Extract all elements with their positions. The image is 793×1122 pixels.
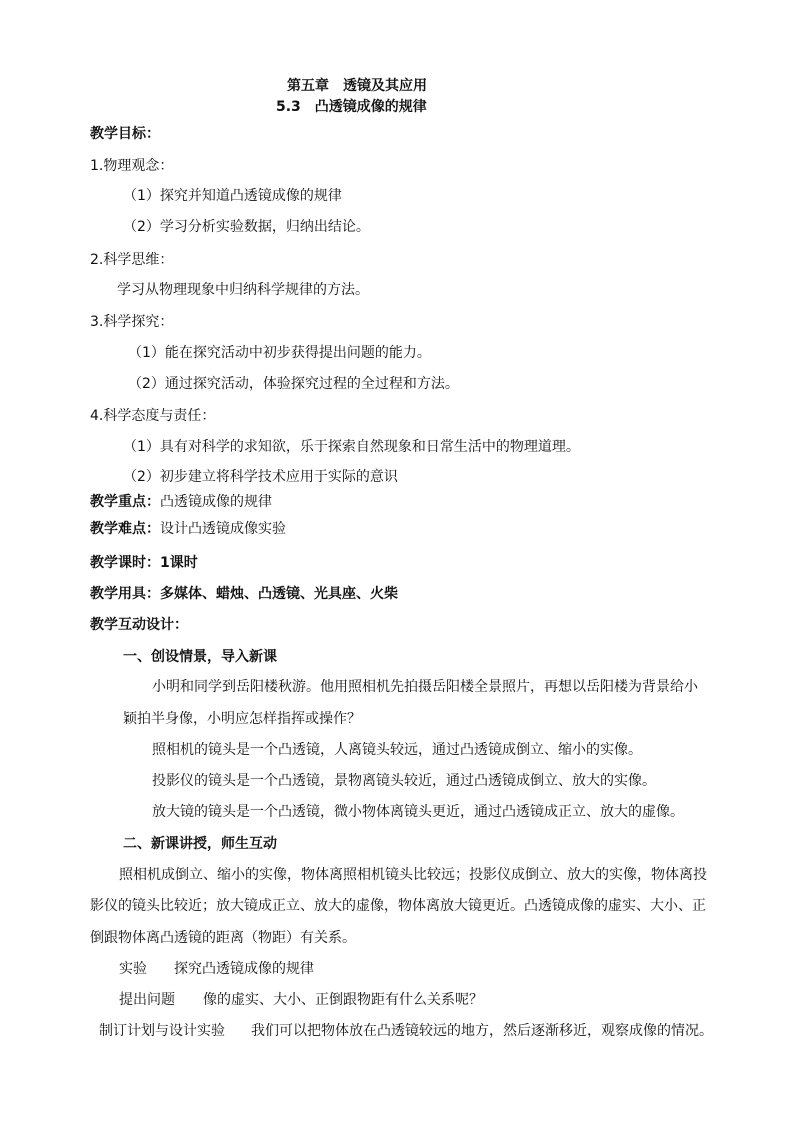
objective-4-item-2: （2）初步建立将科学技术应用于实际的意识 bbox=[123, 469, 398, 485]
objective-2-heading: 2.科学思维： bbox=[90, 252, 174, 268]
objective-4-heading: 4.科学态度与责任： bbox=[90, 408, 216, 424]
objective-1-heading: 1.物理观念： bbox=[90, 158, 174, 174]
plan-label: 制订计划与设计实验 bbox=[99, 1023, 225, 1039]
question-label: 提出问题 bbox=[119, 992, 175, 1008]
teaching-tools: 教学用具：多媒体、蜡烛、凸透镜、光具座、火柴 bbox=[90, 586, 398, 602]
part-1-paragraph-line-2: 颖拍半身像，小明应怎样指挥或操作？ bbox=[123, 711, 361, 727]
part-1-heading: 一、创设情景，导入新课 bbox=[123, 649, 277, 665]
projector-sentence: 投影仪的镜头是一个凸透镜，景物离镜头较近，通过凸透镜成倒立、放大的实像。 bbox=[152, 773, 656, 789]
objective-3-heading: 3.科学探究： bbox=[90, 314, 174, 330]
key-point-label: 教学重点： bbox=[90, 494, 160, 510]
difficulty-point bbox=[90, 519, 286, 539]
chapter-title: 第五章 透镜及其应用 bbox=[287, 78, 427, 94]
objective-1-item-2: （2）学习分析实验数据，归纳出结论。 bbox=[123, 219, 370, 235]
objective-3-item-2: （2）通过探究活动，体验探究过程的全过程和方法。 bbox=[128, 376, 459, 392]
difficulty-value: 设计凸透镜成像实验 bbox=[160, 521, 286, 537]
plan-line bbox=[99, 1021, 713, 1041]
question-line bbox=[119, 990, 483, 1010]
part-2-paragraph-line-2: 影仪的镜头比较近；放大镜成正立、放大的虚像，物体离放大镜更近。凸透镜成像的虚实、大小、正 bbox=[90, 898, 706, 914]
objective-4-item-1: （1）具有对科学的求知欲，乐于探索自然现象和日常生活中的物理道理。 bbox=[123, 439, 580, 455]
objective-3-item-1: （1）能在探究活动中初步获得提出问题的能力。 bbox=[128, 345, 431, 361]
part-2-paragraph-line-1: 照相机成倒立、缩小的实像，物体离照相机镜头比较远；投影仪成倒立、放大的实像，物体离投 bbox=[119, 867, 707, 883]
design-heading: 教学互动设计： bbox=[90, 617, 188, 633]
experiment-label: 实验 bbox=[119, 961, 147, 977]
section-title: 5.3 凸透镜成像的规律 bbox=[276, 99, 427, 115]
part-2-paragraph-line-3: 倒跟物体离凸透镜的距离（物距）有关系。 bbox=[90, 930, 356, 946]
camera-sentence: 照相机的镜头是一个凸透镜，人离镜头较远，通过凸透镜成倒立、缩小的实像。 bbox=[152, 742, 642, 758]
experiment-text: 探究凸透镜成像的规律 bbox=[174, 961, 314, 977]
question-text: 像的虚实、大小、正倒跟物距有什么关系呢？ bbox=[203, 992, 483, 1008]
experiment-line bbox=[119, 959, 314, 979]
class-hours: 教学课时：1课时 bbox=[90, 555, 198, 571]
part-1-paragraph-line-1: 小明和同学到岳阳楼秋游。他用照相机先拍摄岳阳楼全景照片，再想以岳阳楼为背景给小 bbox=[152, 679, 698, 695]
key-point-value: 凸透镜成像的规律 bbox=[160, 494, 272, 510]
plan-text: 我们可以把物体放在凸透镜较远的地方，然后逐渐移近，观察成像的情况。 bbox=[251, 1023, 713, 1039]
magnifier-sentence: 放大镜的镜头是一个凸透镜，微小物体离镜头更近，通过凸透镜成正立、放大的虚像。 bbox=[152, 804, 684, 820]
difficulty-label: 教学难点： bbox=[90, 521, 160, 537]
objective-1-item-1: （1）探究并知道凸透镜成像的规律 bbox=[123, 188, 342, 204]
objectives-heading: 教学目标： bbox=[90, 126, 160, 142]
objective-2-text: 学习从物理现象中归纳科学规律的方法。 bbox=[117, 282, 369, 298]
part-2-heading: 二、新课讲授，师生互动 bbox=[123, 836, 277, 852]
key-point bbox=[90, 492, 272, 512]
